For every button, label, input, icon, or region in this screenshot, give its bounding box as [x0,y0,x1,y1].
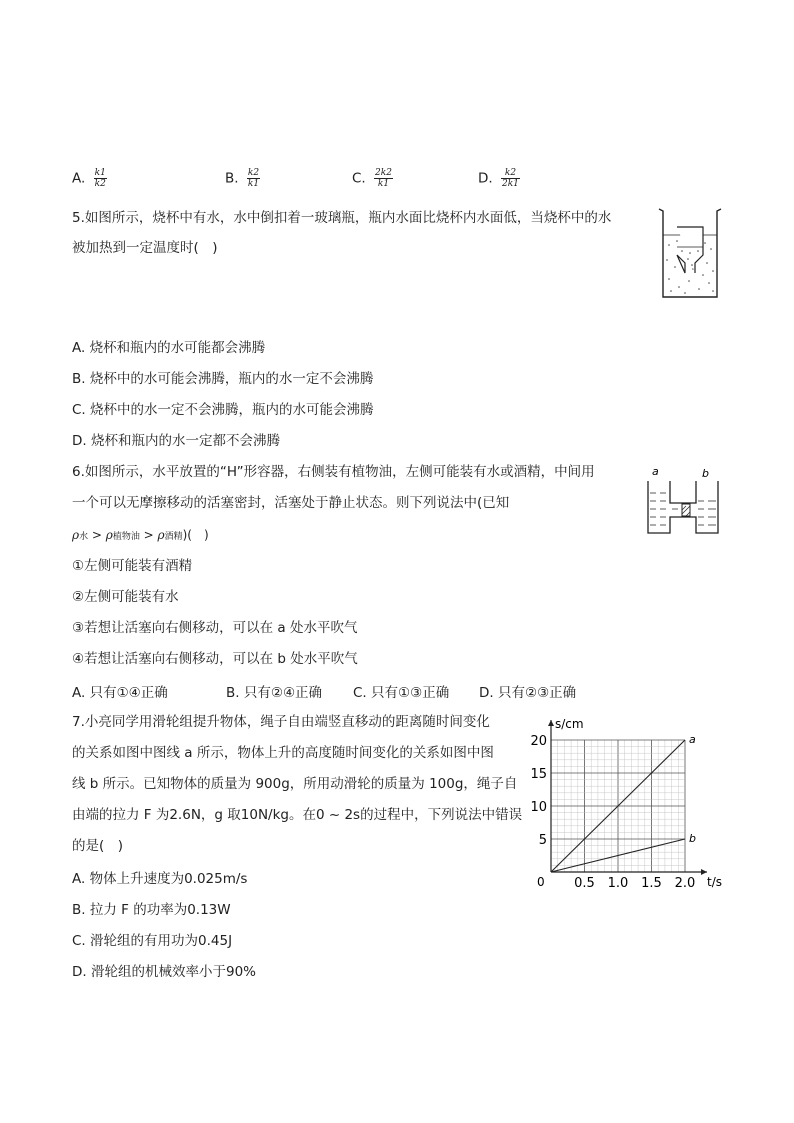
q6-option-c[interactable]: C. 只有①③正确 [353,685,450,701]
rho-water-sub: 水 [79,532,89,542]
q6-statement-2: ②左侧可能装有水 [72,589,179,605]
fraction: $\frac{k2}{k1}$ [247,168,260,189]
label-a: a [652,465,659,478]
q7-option-a[interactable]: A. 物体上升速度为0.025m/s [72,871,248,887]
q5-stem-line-2: 被加热到一定温度时( ) [72,240,218,256]
option-label: D. [478,170,493,187]
x-tick-label: 1.5 [641,876,662,891]
x-axis-label: t/s [707,875,722,889]
q7-stem-line-4: 由端的拉力 F 为2.6N，g 取10N/kg。在0 ~ 2s的过程中，下列说法中错误 [72,807,523,823]
q5-stem-line-1: 5.如图所示，烧杯中有水，水中倒扣着一玻璃瓶，瓶内水面比烧杯内水面低，当烧杯中的水 [72,210,612,226]
y-tick-label: 15 [530,767,547,782]
q4-option-b[interactable] [225,168,260,189]
beaker-figure [655,205,725,301]
y-axis-label: s/cm [555,717,584,731]
option-label: B. [225,170,239,187]
q5-option-d[interactable]: D. 烧杯和瓶内的水一定都不会沸腾 [72,433,280,449]
h-container-figure [644,463,724,537]
option-label: A. [72,170,86,187]
y-tick-label: 10 [530,800,547,815]
x-tick-label: 0.5 [574,876,595,891]
fraction: $\frac{k1}{k2}$ [94,168,106,189]
fraction: $\frac{k2}{2k1}$ [501,168,519,189]
q6-stem-line-1: 6.如图所示，水平放置的“H”形容器，右侧装有植物油，左侧可能装有水或酒精，中间用 [72,464,595,480]
option-label: C. [352,170,366,187]
q7-stem-line-2: 的关系如图中图线 a 所示，物体上升的高度随时间变化的关系如图中图 [72,745,494,761]
q4-option-a[interactable] [72,168,107,189]
rho-oil-sub: 植物油 [112,532,140,542]
rho-alcohol-sub: 酒精 [164,532,183,542]
x-tick-label: 1.0 [607,876,629,891]
q6-statement-3: ③若想让活塞向右侧移动，可以在 a 处水平吹气 [72,620,358,636]
q6-stem-line-3: ρ水 > ρ植物油 > ρ酒精)( ) [72,528,209,542]
q6-statement-1: ①左侧可能装有酒精 [72,558,193,574]
q7-stem-line-3: 线 b 所示。已知物体的质量为 900g，所用动滑轮的质量为 100g，绳子自 [72,776,518,792]
q6-option-b[interactable]: B. 只有②④正确 [226,685,323,701]
y-axis-arrow [548,720,554,726]
y-tick-label: 5 [538,833,547,848]
q7-option-d[interactable]: D. 滑轮组的机械效率小于90% [72,964,256,980]
q4-option-c[interactable] [352,168,393,189]
q5-option-c[interactable]: C. 烧杯中的水一定不会沸腾，瓶内的水可能会沸腾 [72,402,374,418]
q7-stem-line-5: 的是( ) [72,838,124,854]
s-t-chart [530,712,730,894]
q6-option-d[interactable]: D. 只有②③正确 [479,685,577,701]
fraction: $\frac{2k2}{k1}$ [375,168,392,189]
q5-option-a[interactable]: A. 烧杯和瓶内的水可能都会沸腾 [72,340,266,356]
q6-stem-tail: )( ) [182,528,209,542]
series-label-a: a [689,733,696,746]
series-label-b: b [689,832,696,845]
q7-option-b[interactable]: B. 拉力 F 的功率为0.13W [72,902,231,918]
q4-option-d[interactable] [478,168,520,189]
y-tick-label: 20 [530,734,547,749]
q6-statement-4: ④若想让活塞向右侧移动，可以在 b 处水平吹气 [72,651,358,667]
q6-option-a[interactable]: A. 只有①④正确 [72,685,168,701]
q6-stem-line-2: 一个可以无摩擦移动的活塞密封，活塞处于静止状态。则下列说法中(已知 [72,495,510,511]
label-b: b [702,467,709,480]
q5-option-b[interactable]: B. 烧杯中的水可能会沸腾，瓶内的水一定不会沸腾 [72,371,374,387]
origin-label: 0 [537,875,545,889]
x-tick-label: 2.0 [674,876,696,891]
q7-option-c[interactable]: C. 滑轮组的有用功为0.45J [72,933,233,949]
q7-stem-line-1: 7.小亮同学用滑轮组提升物体，绳子自由端竖直移动的距离随时间变化 [72,714,490,730]
